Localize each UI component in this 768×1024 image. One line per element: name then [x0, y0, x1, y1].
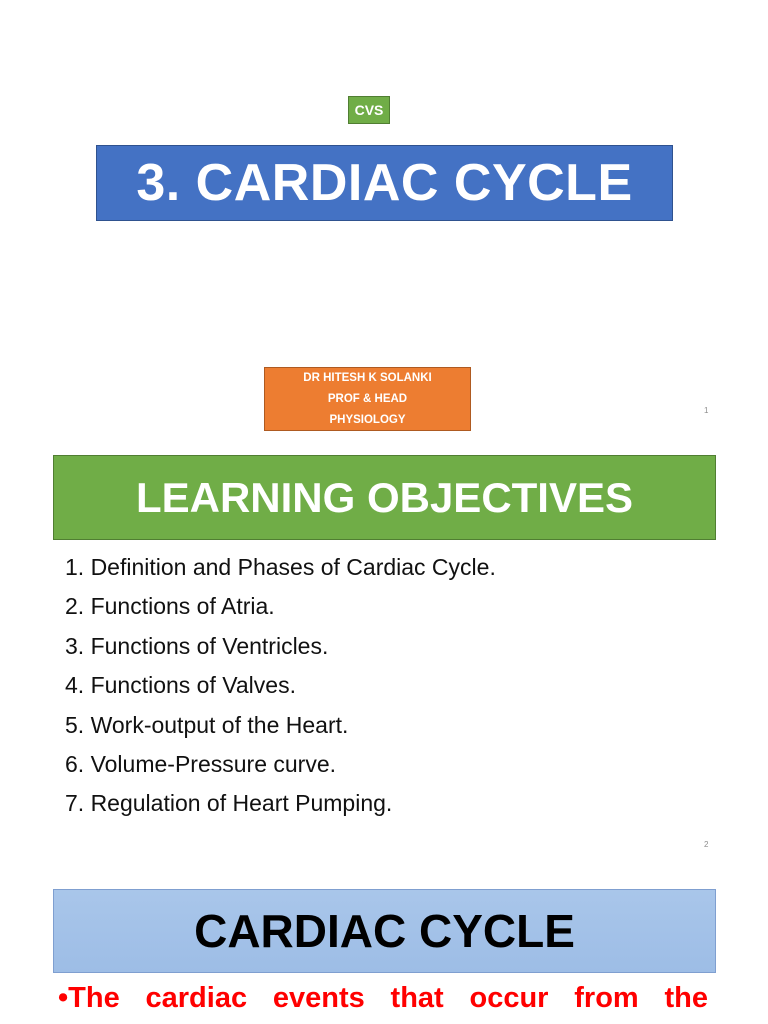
- objective-item: 3. Functions of Ventricles.: [65, 632, 329, 659]
- cardiac-cycle-heading: CARDIAC CYCLE: [53, 889, 716, 973]
- author-department: PHYSIOLOGY: [329, 413, 406, 426]
- bullet-point: •The cardiac events that occur from the: [58, 982, 708, 1014]
- slide-number: 2: [704, 840, 709, 849]
- objectives-heading: LEARNING OBJECTIVES: [53, 455, 716, 540]
- objective-item: 4. Functions of Valves.: [65, 672, 296, 699]
- topic-tag: CVS: [348, 96, 390, 124]
- objectives-list: [65, 548, 496, 824]
- slide-cardiac-cycle: [0, 858, 768, 1024]
- slide-title-banner: 3. CARDIAC CYCLE: [96, 145, 673, 221]
- slide-title: [0, 0, 768, 440]
- objective-item: 2. Functions of Atria.: [65, 593, 275, 620]
- slide-number: 1: [704, 406, 709, 415]
- author-box: [264, 367, 471, 431]
- objective-item: 7. Regulation of Heart Pumping.: [65, 790, 393, 817]
- objective-item: 6. Volume-Pressure curve.: [65, 750, 337, 777]
- objective-item: 1. Definition and Phases of Cardiac Cycle.: [65, 554, 496, 580]
- slide-learning-objectives: [0, 440, 768, 858]
- objective-item: 5. Work-output of the Heart.: [65, 711, 349, 738]
- author-name: DR HITESH K SOLANKI: [303, 371, 432, 384]
- author-position: PROF & HEAD: [327, 392, 408, 405]
